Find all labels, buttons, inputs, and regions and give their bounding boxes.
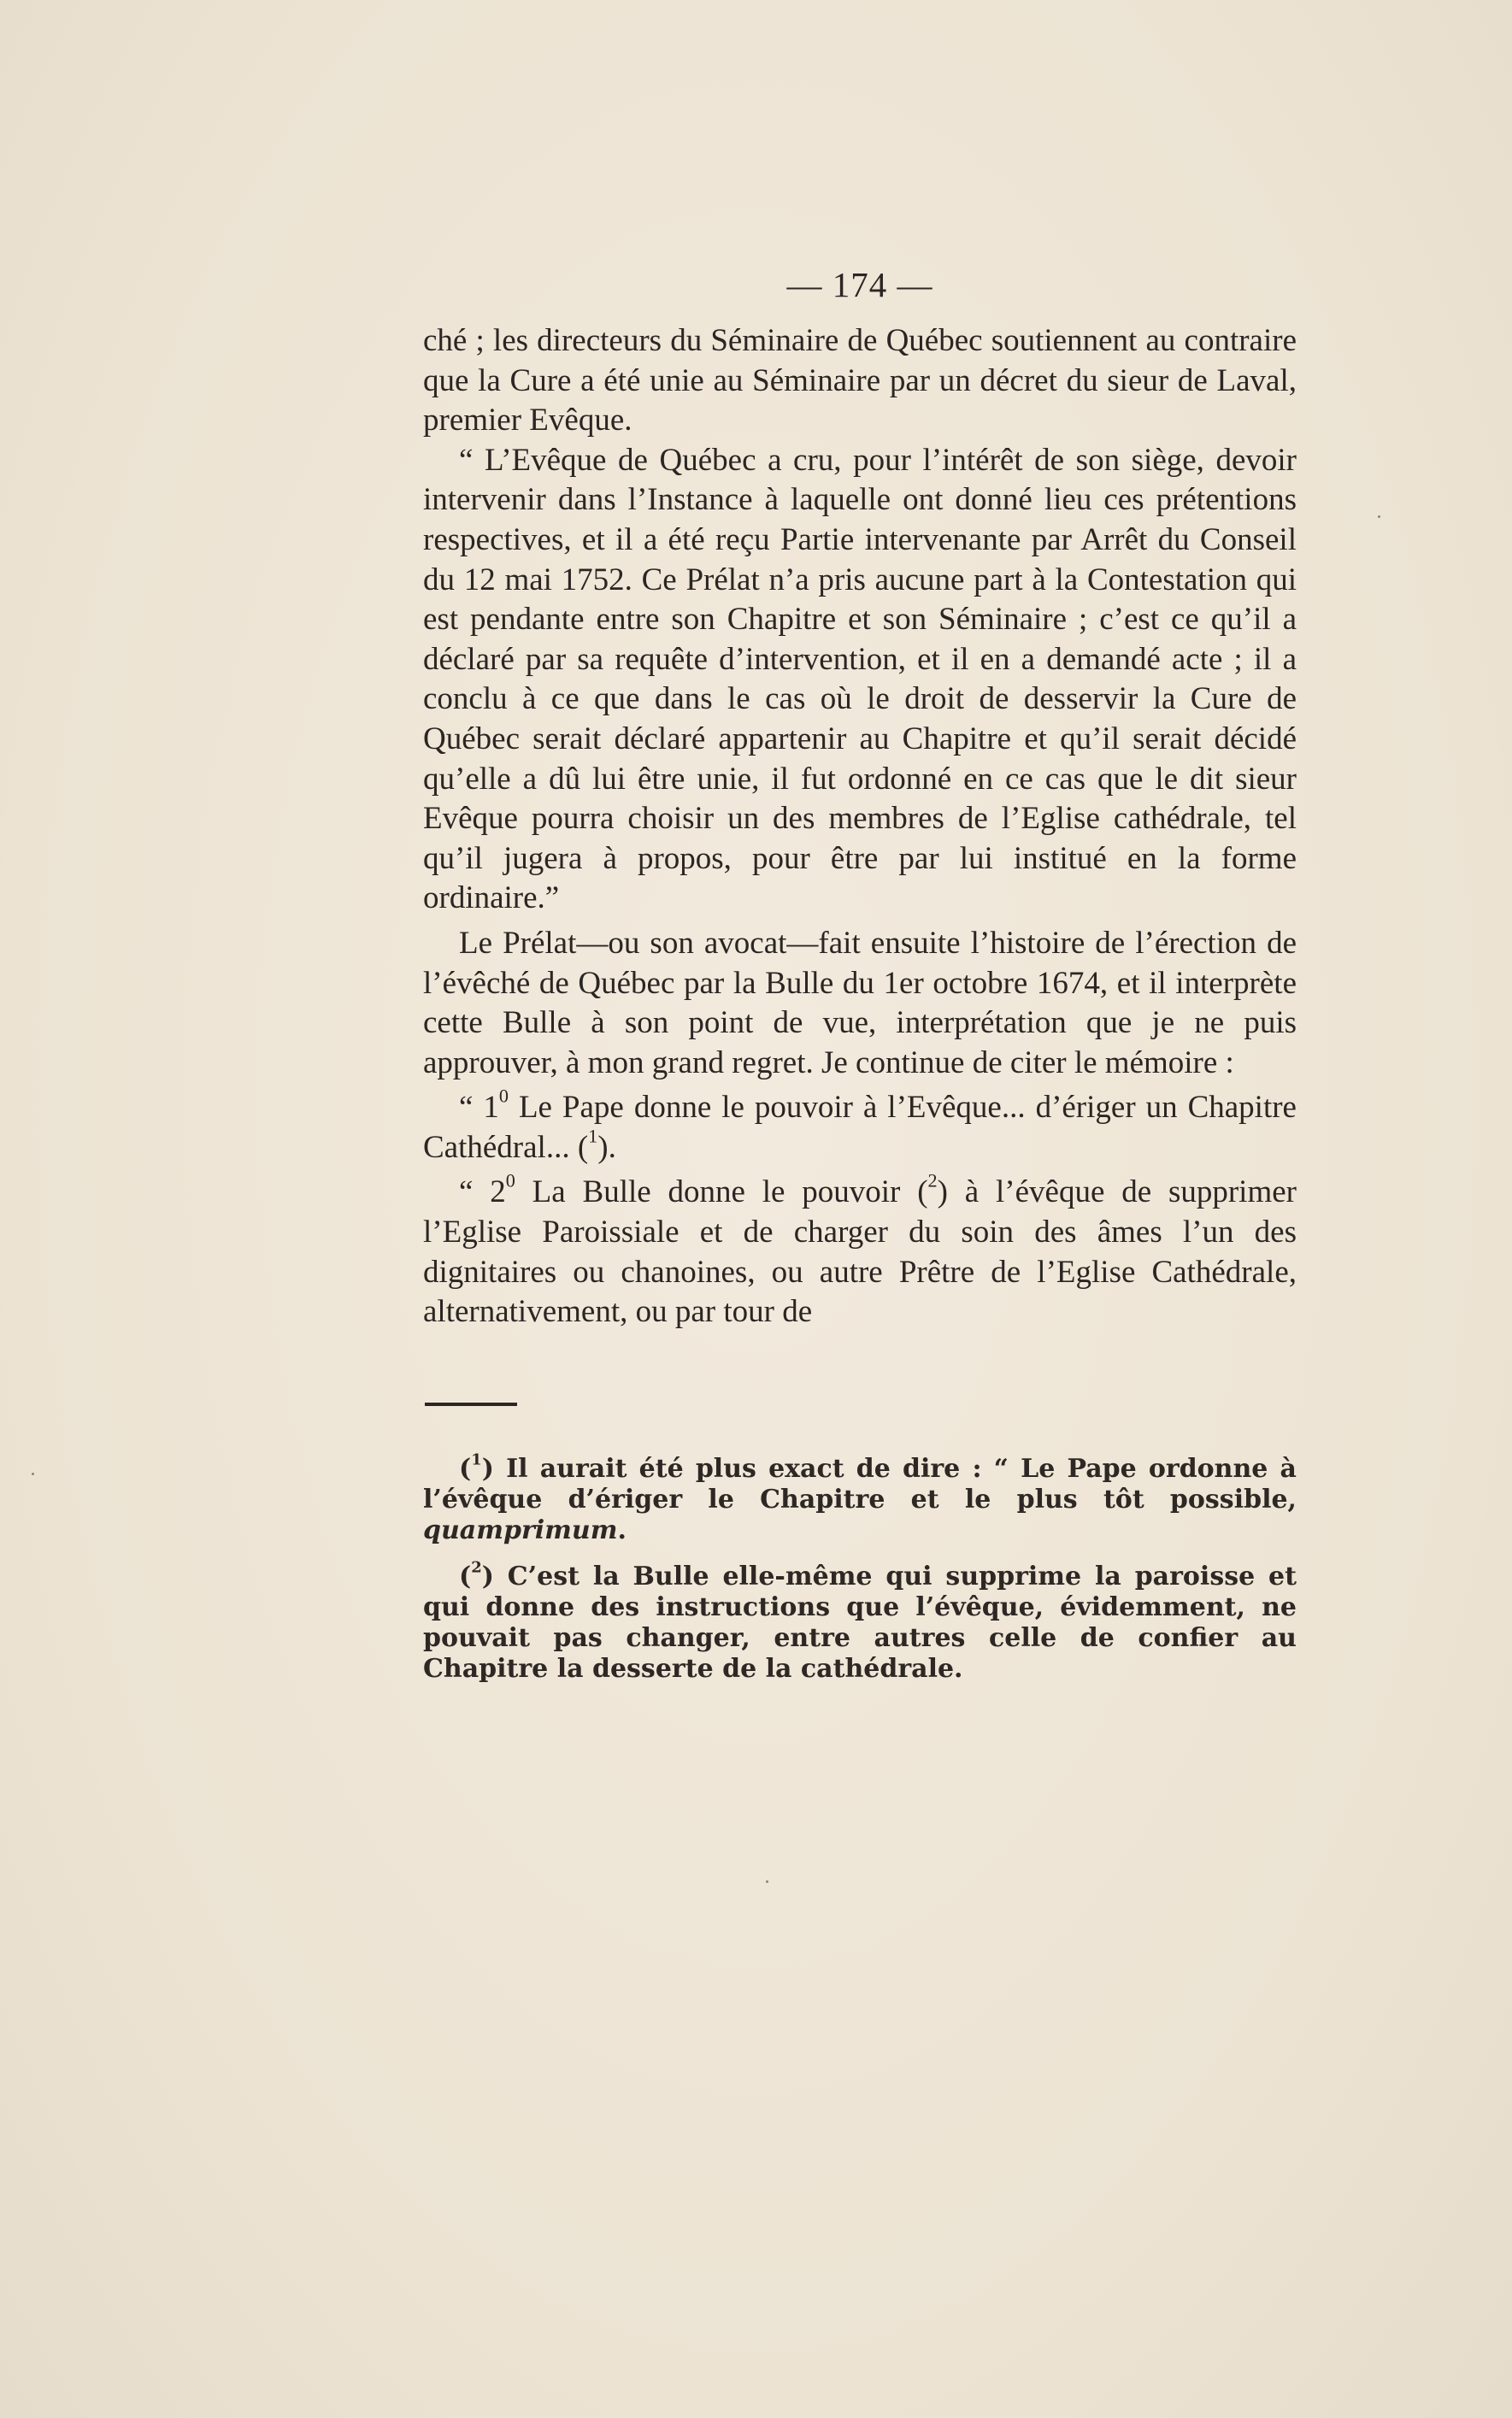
footnote: ($^2$) C’est la Bulle elle-même qui supprime la paroisse et qui donne des instructions que l’évêque, évidemment, ne pouvait pas changer, entre autres celle de confier au Chapitre la desserte de la cathédrale.: [423, 1558, 1297, 1684]
paragraph-text: “ 2: [459, 1174, 506, 1210]
paragraph: [423, 1085, 1297, 1168]
paragraph: Le Prélat—ou son avocat—fait ensuite l’histoire de l’érection de l’évêché de Québec par la Bulle du 1er octobre 1674, et il interprète cette Bulle à son point de vue, interprétation que je ne puis approuver, à mon grand regret. Je continue de citer le mémoire :: [423, 925, 1297, 1080]
paper-speck: [1378, 515, 1380, 518]
footnote-ref: 2: [927, 1169, 938, 1191]
paragraph: [423, 1169, 1297, 1332]
paper-speck: [766, 1880, 768, 1883]
footnote-marker: 2: [471, 1558, 482, 1577]
paragraph-text: “ 1: [459, 1090, 499, 1126]
paragraph-text: La Bulle donne le pouvoir (: [515, 1174, 928, 1210]
ordinal-marker: 0: [498, 1085, 509, 1107]
paragraph: ché ; les directeurs du Séminaire de Québec soutiennent au contraire que la Cure a été unie au Séminaire par un décret du sieur de Laval, premier Evêque.: [423, 323, 1297, 438]
ordinal-marker: 0: [505, 1169, 515, 1191]
text-block: [423, 263, 1297, 1685]
paragraph-text: Le Pape donne le pouvoir à l’Evêque... d’ériger un Chapitre Cathédral... (: [423, 1090, 1297, 1165]
body-text: [423, 321, 1297, 1333]
page-number: — 174 —: [786, 265, 933, 304]
footnote-marker: 1: [471, 1450, 482, 1469]
footnote: ($^1$) Il aurait été plus exact de dire : “ Le Pape ordonne à l’évêque d’ériger le Chapitre et le plus tôt possible, quamprimum.: [423, 1450, 1297, 1545]
footnote-end: .: [617, 1515, 627, 1545]
footnote-text: Il aurait été plus exact de dire : “ Le Pape ordonne à l’évêque d’ériger le Chapitre et le plus tôt possible,: [423, 1453, 1297, 1515]
footnotes: [423, 1450, 1297, 1685]
paragraph-text: ) à l’évêque de supprimer l’Eglise Paroissiale et de charger du soin des âmes l’un des dignitaires ou chanoines, ou autre Prêtre de l’Eglise Cathédrale, alternativement, ou par tour de: [423, 1174, 1297, 1330]
footnote-ref: 1: [588, 1125, 598, 1147]
paper-speck: [32, 1473, 34, 1475]
footnote-divider: [425, 1403, 517, 1406]
footnote-italic: quamprimum: [423, 1515, 618, 1545]
footnote-text: C’est la Bulle elle-même qui supprime la paroisse et qui donne des instructions que l’évêque, évidemment, ne pouvait pas changer, entre autres celle de confier au Chapitre la desserte de la cathédrale.: [423, 1561, 1297, 1684]
paragraph-text: ).: [597, 1129, 616, 1165]
paragraph: “ L’Evêque de Québec a cru, pour l’intérêt de son siège, devoir intervenir dans l’Instance à laquelle ont donné lieu ces prétentions respectives, et il a été reçu Partie intervenante par Arrêt du Conseil du 12 mai 1752. Ce Prélat n’a pris aucune part à la Contestation qui est pendante entre son Chapitre et son Séminaire ; c’est ce qu’il a déclaré par sa requête d’intervention, et il en a demandé acte ; il a conclu à ce que dans le cas où le droit de desservir la Cure de Québec serait déclaré appartenir au Chapitre et qu’il serait décidé qu’elle a dû lui être unie, il fut ordonné en ce cas que le dit sieur Evêque pourra choisir un des membres de l’Eglise cathédrale, tel qu’il jugera à propos, pour être par lui institué en la forme ordinaire.”: [423, 442, 1297, 916]
